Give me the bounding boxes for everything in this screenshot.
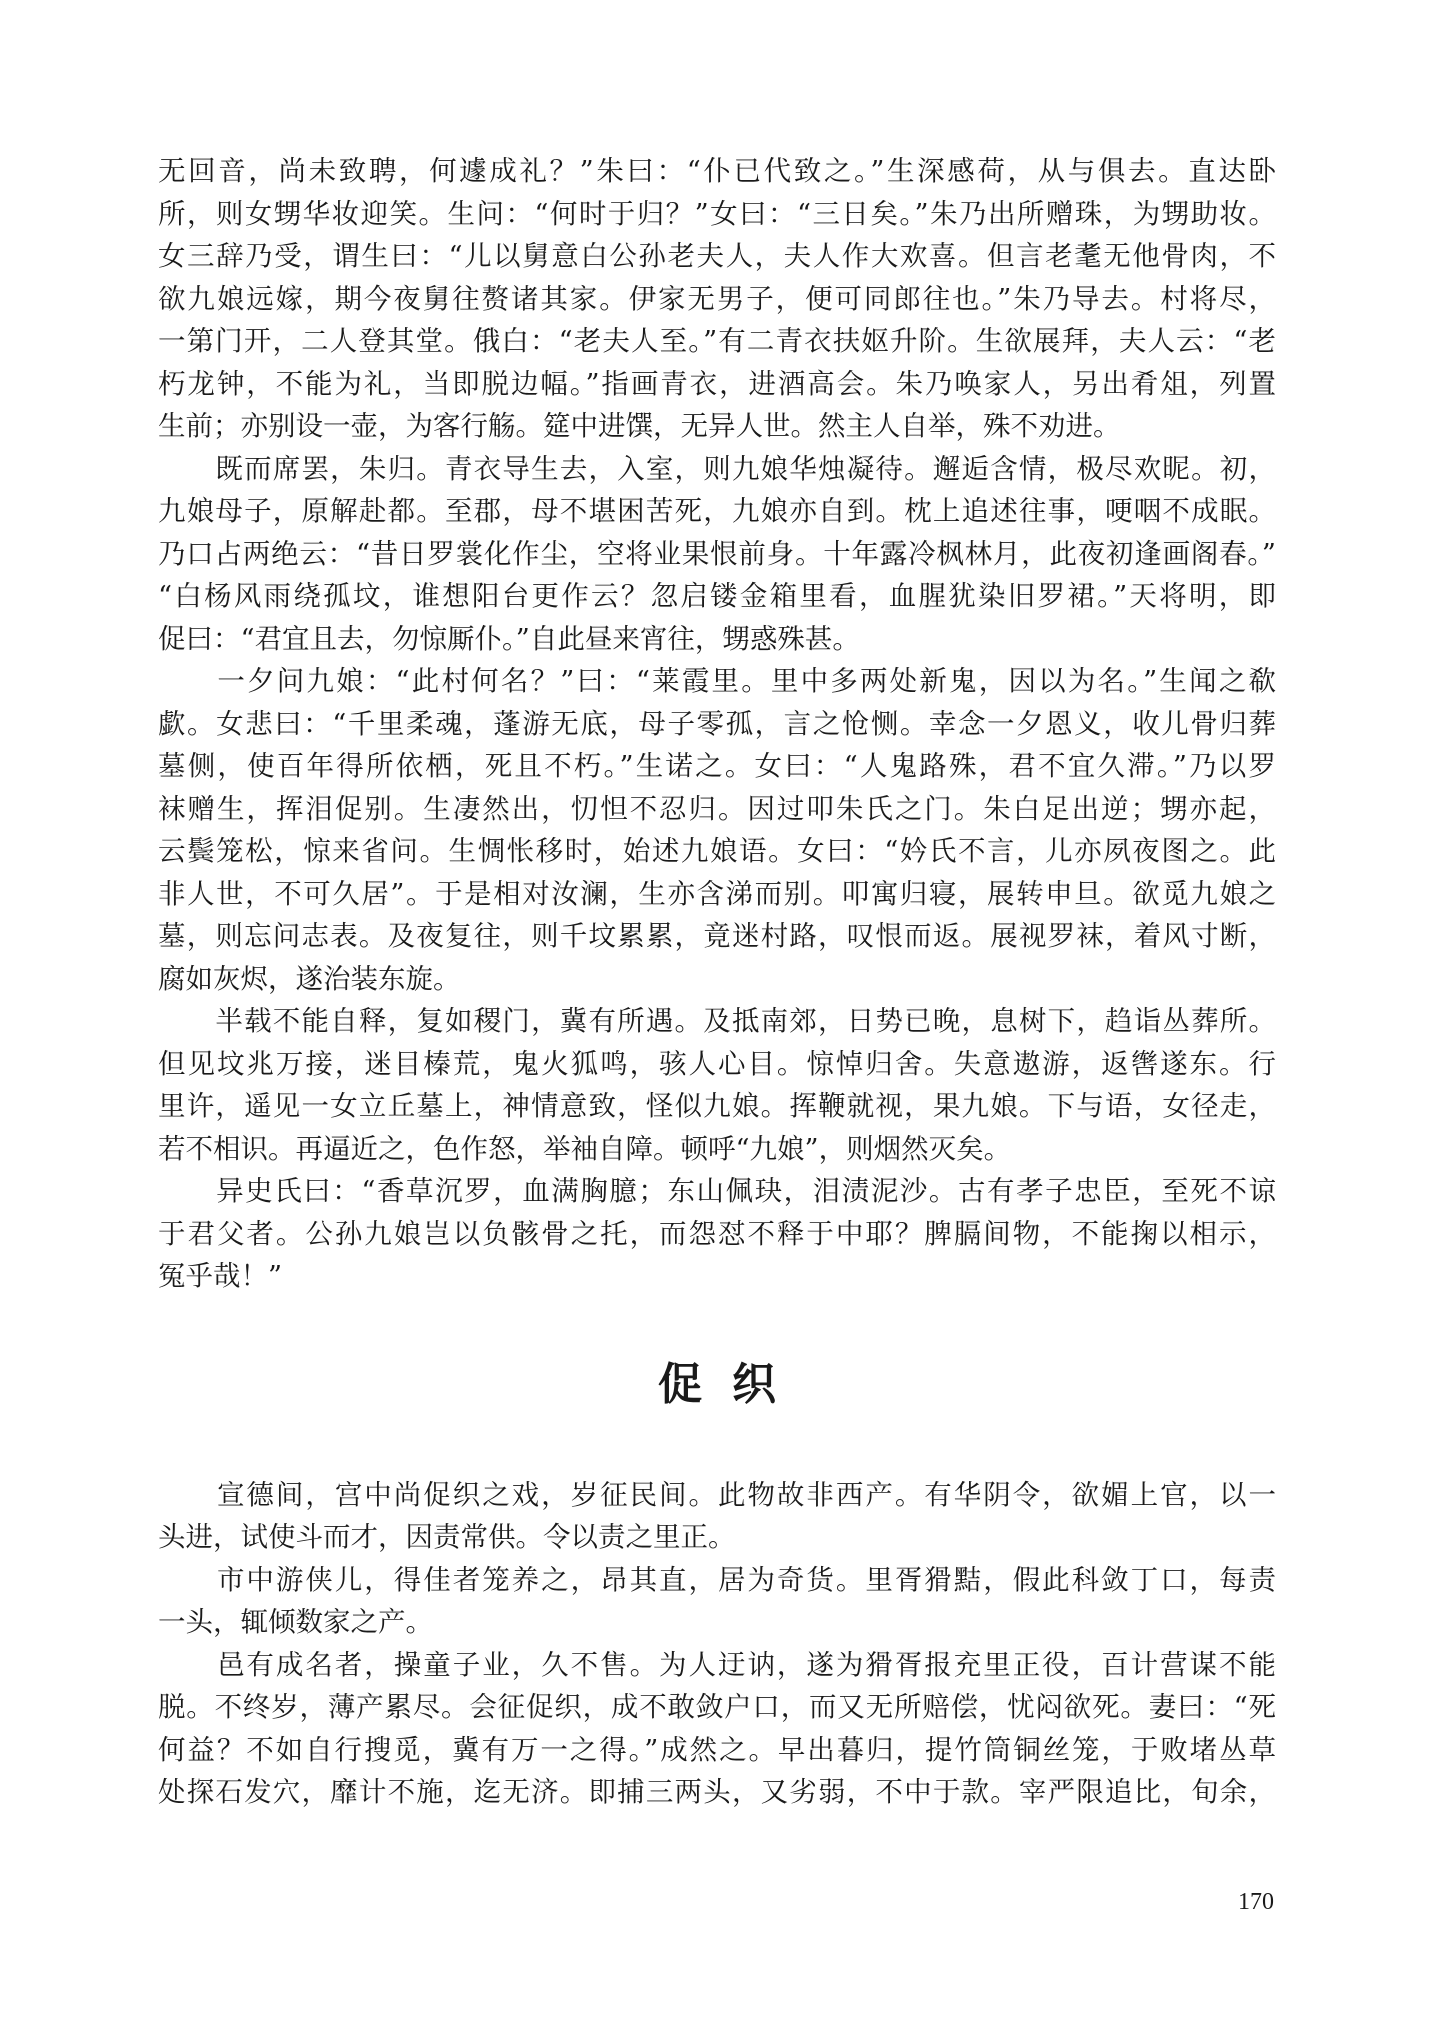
text-line: 腐如灰烬，遂治装东旋。 <box>158 962 461 995</box>
paragraph <box>158 1559 1276 1644</box>
text-line: 无回音，尚未致聘，何遽成礼？”朱曰：“仆已代致之。”生深感荷，从与俱去。直达卧 <box>158 155 1276 187</box>
paragraph <box>158 1170 1276 1298</box>
text-line: 处探石发穴，靡计不施，迄无济。即捕三两头，又劣弱，不中于款。宰严限追比，旬余， <box>158 1776 1276 1808</box>
text-line: 朽龙钟，不能为礼，当即脱边幅。”指画青衣，进酒高会。朱乃唤家人，另出肴俎，列置 <box>158 367 1276 400</box>
text-line: 何益？不如自行搜觅，冀有万一之得。”成然之。早出暮归，提竹筒铜丝笼，于败堵丛草 <box>158 1733 1276 1766</box>
text-line: 墓侧，使百年得所依栖，死且不朽。”生诺之。女曰：“人鬼路殊，君不宜久滞。”乃以罗 <box>158 750 1276 782</box>
text-line: 里许，遥见一女立丘墓上，神情意致，怪似九娘。挥鞭就视，果九娘。下与语，女径走， <box>158 1090 1276 1122</box>
text-line: 异史氏曰：“香草沉罗，血满胸臆；东山佩玦，泪渍泥沙。古有孝子忠臣，至死不谅 <box>158 1175 1276 1207</box>
text-line: 歔。女悲曰：“千里柔魂，蓬游无底，母子零孤，言之怆恻。幸念一夕恩义，收儿骨归葬 <box>158 707 1276 740</box>
text-line: 非人世，不可久居”。于是相对汝澜，生亦含涕而别。叩寓归寝，展转申旦。欲觅九娘之 <box>158 877 1276 910</box>
text-line: 一第门开，二人登其堂。俄白：“老夫人至。”有二青衣扶妪升阶。生欲展拜，夫人云：“老 <box>158 325 1276 357</box>
page-number: 170 <box>1238 1889 1274 1915</box>
text-line: 脱。不终岁，薄产累尽。会征促织，成不敢敛户口，而又无所赔偿，忧闷欲死。妻曰：“死 <box>158 1691 1276 1723</box>
text-line: 欲九娘远嫁，期今夜舅往赘诸其家。伊家无男子，便可同郎往也。”朱乃导去。村将尽， <box>158 282 1276 315</box>
text-line: 墓，则忘问志表。及夜复往，则千坟累累，竟迷村路，叹恨而返。展视罗袜，着风寸断， <box>158 920 1276 952</box>
text-line: 乃口占两绝云：“昔日罗裳化作尘，空将业果恨前身。十年露冷枫林月，此夜初逢画阁春。” <box>158 537 1276 570</box>
paragraph <box>158 1000 1276 1170</box>
chapter-title: 促织 <box>658 1358 806 1410</box>
text-line: 云鬓笼松，惊来省问。生惆怅移时，始述九娘语。女曰：“妗氏不言，儿亦夙夜图之。此 <box>158 835 1276 867</box>
text-line: 生前；亦别设一壶，为客行觞。筵中进馔，无异人世。然主人自举，殊不劝进。 <box>158 410 1121 442</box>
text-line: 冤乎哉！” <box>158 1260 283 1292</box>
text-line: 市中游侠儿，得佳者笼养之，昂其直，居为奇货。里胥猾黠，假此科敛丁口，每责 <box>158 1563 1276 1596</box>
paragraph <box>158 448 1276 661</box>
text-line: 既而席罢，朱归。青衣导生去，入室，则九娘华烛凝待。邂逅含情，极尽欢昵。初， <box>158 452 1276 485</box>
section-2 <box>158 1474 1276 1814</box>
section-1 <box>158 150 1276 1298</box>
text-line: 一头，辄倾数家之产。 <box>158 1606 433 1638</box>
text-line: 若不相识。再逼近之，色作怒，举袖自障。顿呼“九娘”，则烟然灭矣。 <box>158 1132 1012 1165</box>
paragraph <box>158 1644 1276 1814</box>
text-line: 袜赠生，挥泪促别。生凄然出，忉怛不忍归。因过叩朱氏之门。朱白足出逆；甥亦起， <box>158 792 1276 825</box>
text-line: 宣德间，宫中尚促织之戏，岁征民间。此物故非西产。有华阴令，欲媚上官，以一 <box>158 1478 1276 1511</box>
text-line: 邑有成名者，操童子业，久不售。为人迂讷，遂为猾胥报充里正役，百计营谋不能 <box>158 1648 1276 1681</box>
text-line: 所，则女甥华妆迎笑。生问：“何时于归？”女曰：“三日矣。”朱乃出所赠珠，为甥助妆。 <box>158 197 1276 230</box>
text-line: 半载不能自释，复如稷门，冀有所遇。及抵南郊，日势已晚，息树下，趋诣丛葬所。 <box>158 1005 1276 1037</box>
paragraph <box>158 1474 1276 1559</box>
text-line: 但见坟兆万接，迷目榛荒，鬼火狐鸣，骇人心目。惊悼归舍。失意遨游，返辔遂东。行 <box>158 1047 1276 1080</box>
page-content <box>158 150 1276 1814</box>
text-line: 于君父者。公孙九娘岂以负骸骨之托，而怨怼不释于中耶？脾膈间物，不能掬以相示， <box>158 1217 1276 1250</box>
paragraph <box>158 150 1276 448</box>
text-line: 女三辞乃受，谓生曰：“儿以舅意白公孙老夫人，夫人作大欢喜。但言老耄无他骨肉，不 <box>158 240 1276 272</box>
text-line: 头进，试使斗而才，因责常供。令以责之里正。 <box>158 1521 736 1553</box>
text-line: 一夕问九娘：“此村何名？”曰：“莱霞里。里中多两处新鬼，因以为名。”生闻之欷 <box>158 665 1276 697</box>
text-line: 九娘母子，原解赴都。至郡，母不堪困苦死，九娘亦自到。枕上追述往事，哽咽不成眠。 <box>158 495 1276 527</box>
paragraph <box>158 660 1276 1000</box>
text-line: “白杨风雨绕孤坟，谁想阳台更作云？忽启镂金箱里看，血腥犹染旧罗裙。”天将明，即 <box>158 580 1276 612</box>
text-line: 促曰：“君宜且去，勿惊厮仆。”自此昼来宵往，甥惑殊甚。 <box>158 622 860 655</box>
